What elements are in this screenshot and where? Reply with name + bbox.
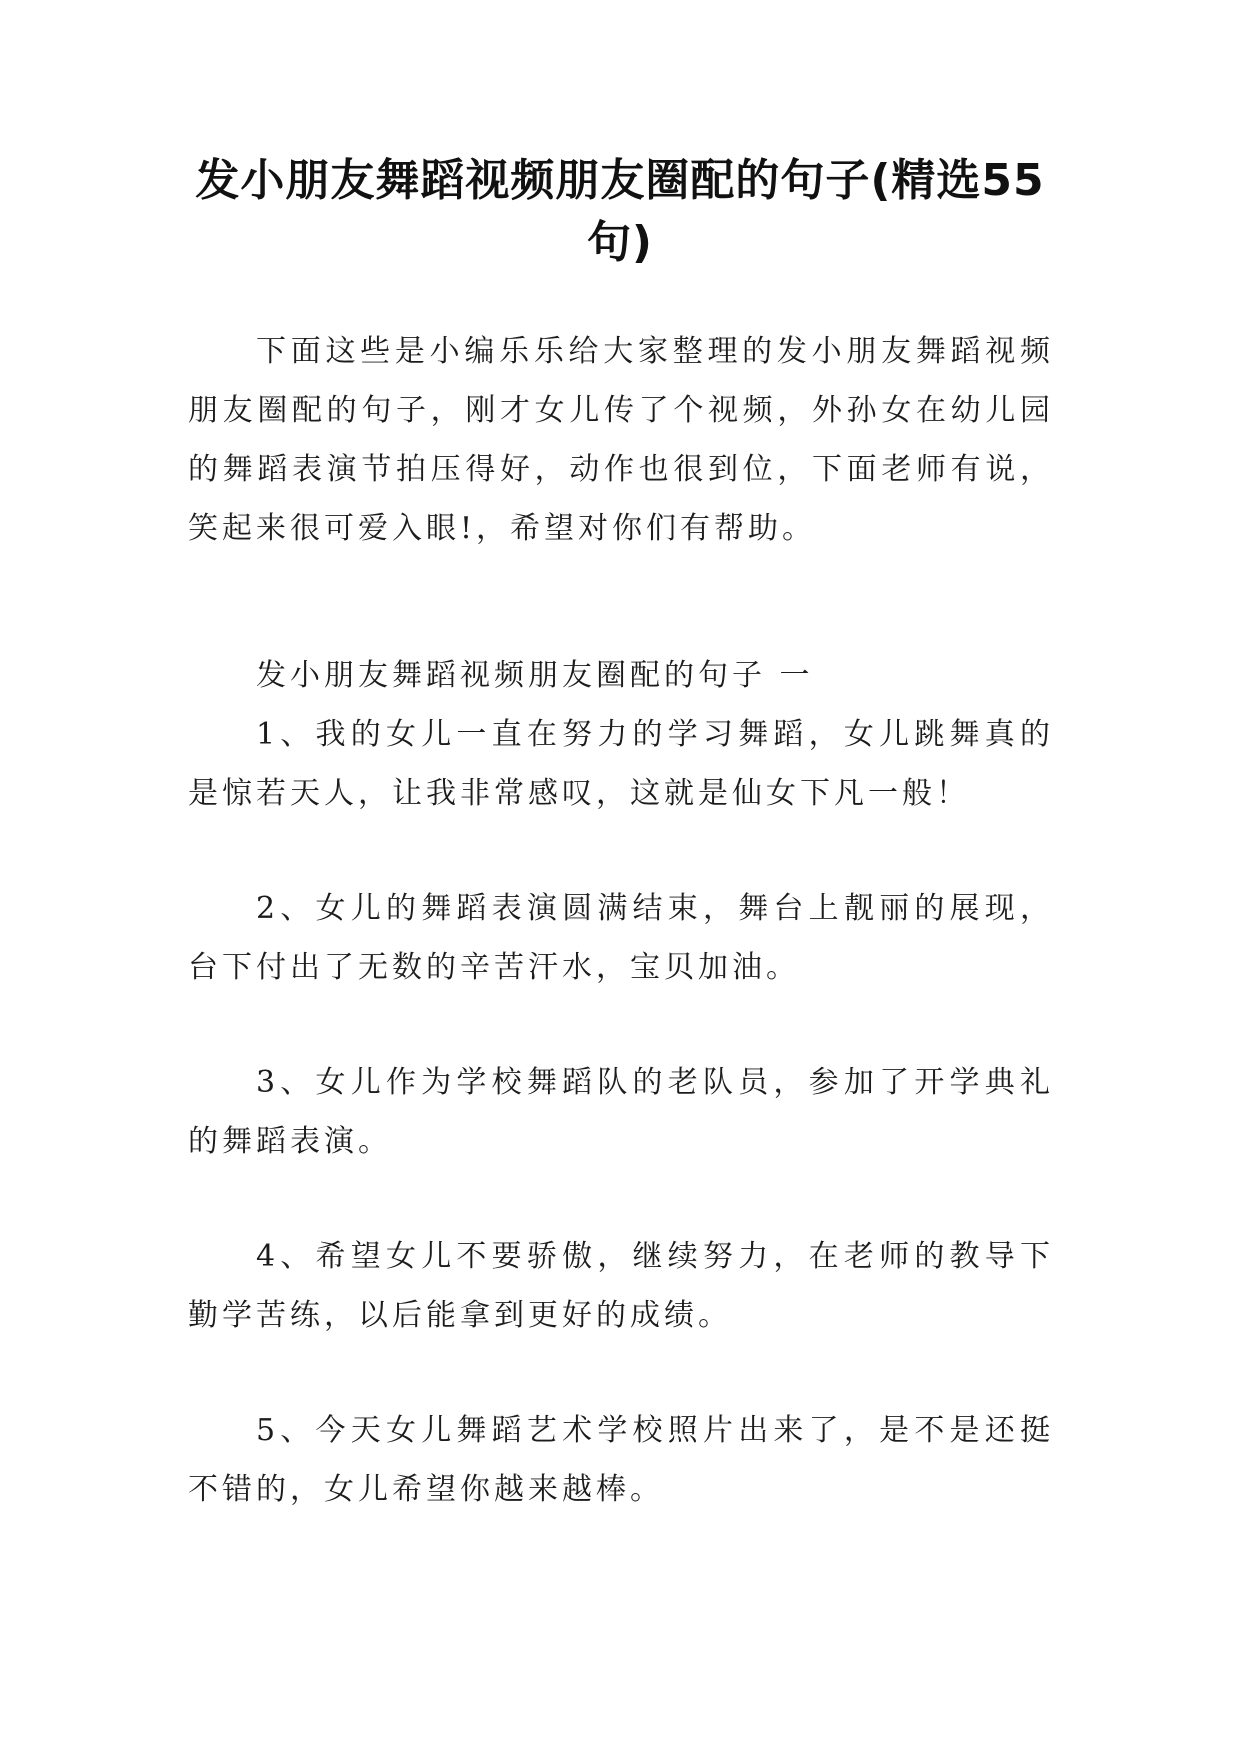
list-item <box>188 879 1054 997</box>
list-item <box>188 705 1054 823</box>
list-item-text: 2、女儿的舞蹈表演圆满结束，舞台上靓丽的展现，台下付出了无数的辛苦汗水，宝贝加油。 <box>188 891 1054 985</box>
intro-paragraph: 下面这些是小编乐乐给大家整理的发小朋友舞蹈视频朋友圈配的句子，刚才女儿传了个视频，外孙女在幼儿园的舞蹈表演节拍压得好，动作也很到位，下面老师有说，笑起来很可爱入眼!，希望对你们有帮助。 <box>188 334 1054 546</box>
document-title: 发小朋友舞蹈视频朋友圈配的句子(精选55句) <box>195 155 1045 268</box>
list-item <box>188 1401 1054 1519</box>
list-item-text: 1、我的女儿一直在努力的学习舞蹈，女儿跳舞真的是惊若天人，让我非常感叹，这就是仙女下凡一般！ <box>188 717 1054 811</box>
list-item <box>188 1053 1054 1171</box>
list-item-text: 4、希望女儿不要骄傲，继续努力，在老师的教导下勤学苦练，以后能拿到更好的成绩。 <box>188 1239 1054 1333</box>
list-item-text: 5、今天女儿舞蹈艺术学校照片出来了，是不是还挺不错的，女儿希望你越来越棒。 <box>188 1413 1054 1507</box>
list-item-text: 3、女儿作为学校舞蹈队的老队员，参加了开学典礼的舞蹈表演。 <box>188 1065 1054 1159</box>
section-heading: 发小朋友舞蹈视频朋友圈配的句子 一 <box>256 658 814 693</box>
intro-paragraph-block <box>188 322 1054 558</box>
list-item <box>188 1227 1054 1345</box>
